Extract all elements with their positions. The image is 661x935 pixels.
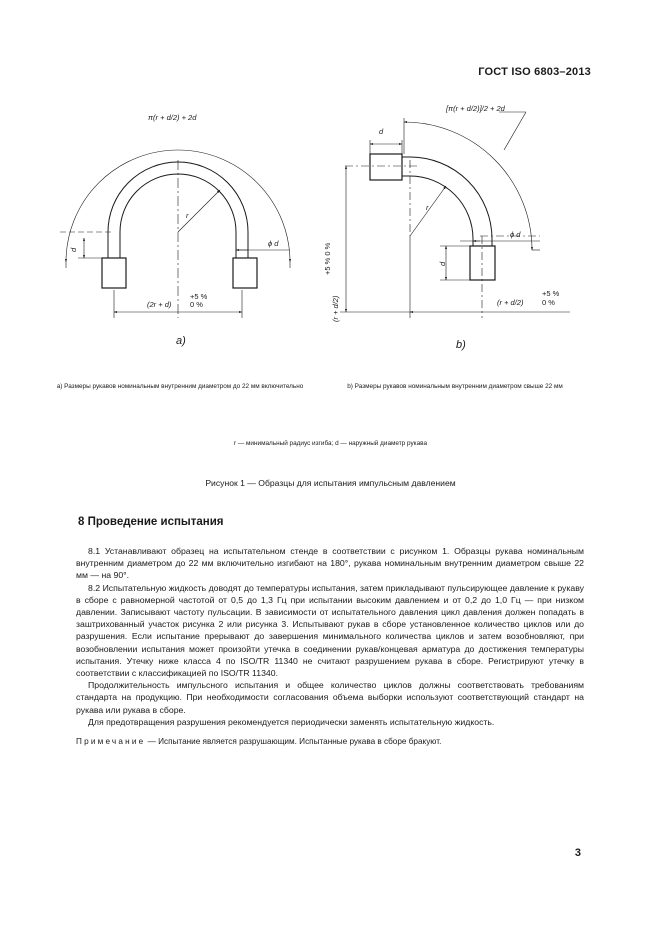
figure-1-drawing <box>0 0 661 440</box>
figure-a-radius-label: r <box>186 211 189 220</box>
figure-a-width-dimension: (2r + d) <box>147 300 172 309</box>
figure-a-tolerance-zero: 0 % <box>190 300 203 309</box>
figure-b-dimensions <box>340 112 570 318</box>
figure-legend: r — минимальный радиус изгиба; d — наружный диаметр рукава <box>233 440 428 447</box>
figure-a-phi-d-label: ϕ d <box>268 239 279 248</box>
figure-b-arc-dimension: [π(r + d/2)]/2 + 2d <box>446 104 505 113</box>
document-header: ГОСТ ISO 6803–2013 <box>478 66 591 78</box>
figure-a-hose <box>102 162 257 288</box>
note-text: — Испытание является разрушающим. Испытанные рукава в сборе бракуют. <box>145 737 442 747</box>
figure-a-arc-dimension: π(r + d/2) + 2d <box>148 113 197 122</box>
section-title: 8 Проведение испытания <box>78 516 224 528</box>
figure-b-width-dimension: (r + d/2) <box>497 298 524 307</box>
figure-a-d-label: d <box>69 247 78 252</box>
note-label: Примечание <box>76 737 146 747</box>
paragraph-8-1: 8.1 Устанавливают образец на испытательном стенде в соответствии с рисунком 1. Образцы рукава номинальным внутренним диаметром до 22 мм включительно изгибают на 180°, рукава номинальным внутренним диаметром свыше 22 мм — на 90°. <box>76 546 584 581</box>
figure-b-label: b) <box>456 339 466 351</box>
figure-b-hose <box>370 154 495 280</box>
figure-b-tolerance-plus: +5 % <box>542 289 560 298</box>
paragraph-8-2: 8.2 Испытательную жидкость доводят до температуры испытания, затем прикладывают пульсирующее давление к рукаву в сборе с равномерной частотой от 0,5 до 1,3 Гц при испытании высоким давлением и от 0,2 до 1,0 Гц — при низком давлении. Записывают частоту пульсации. В зависимости от испытательного давления цикл давления должен попадать в заштрихованный участок рисунка 2 или рисунка 3. Испытывают рукав в сборе установленное количество циклов или до разрушения. Если испытание прерывают до завершения минимального количества циклов и затем возобновляют, при возобновлении испытания может произойти утечка в соединении рукав/концевая арматура до достижения температуры испытания. Утечку ниже класса 4 по ISO/TR 11340 не считают разрушением рукава в сборе. Регистрируют утечку в соответствии с классификацией по ISO/TR 11340. <box>76 582 584 679</box>
figure-b-d-label-bottom: d <box>438 261 447 266</box>
figure-a-tolerance-plus: +5 % <box>190 292 208 301</box>
note <box>76 736 584 748</box>
figure-b-vertical-tolerance: +5 % 0 % <box>323 242 332 275</box>
figure-a-caption: a) Размеры рукавов номинальным внутренним диаметром до 22 мм включительно <box>56 383 304 390</box>
paragraph-fluid: Для предотвращения разрушения рекомендуется периодически заменять испытательную жидкость. <box>88 716 495 727</box>
page-number: 3 <box>574 847 581 859</box>
figure-a-dimensions <box>60 150 290 318</box>
figure-b-caption: b) Размеры рукавов номинальным внутренним диаметром свыше 22 мм <box>347 383 563 390</box>
figure-b-tolerance-zero: 0 % <box>542 298 555 307</box>
figure-b-vertical-dimension: (r + d/2) <box>331 295 340 322</box>
figure-title: Рисунок 1 — Образцы для испытания импульсным давлением <box>205 478 456 488</box>
figure-b-d-label-top: d <box>379 127 384 136</box>
section-body <box>76 545 584 748</box>
figure-b-phi-d-label: ϕ d <box>510 230 521 239</box>
figure-a-label: a) <box>176 335 186 347</box>
figure-b-radius-label: r <box>426 203 429 212</box>
paragraph-duration: Продолжительность импульсного испытания и общее количество циклов должны соответствовать требованиям стандарта на продукцию. При необходимости согласования объема выборки используют соответствующий стандарт на рукава или рукава в сборе. <box>76 680 584 715</box>
